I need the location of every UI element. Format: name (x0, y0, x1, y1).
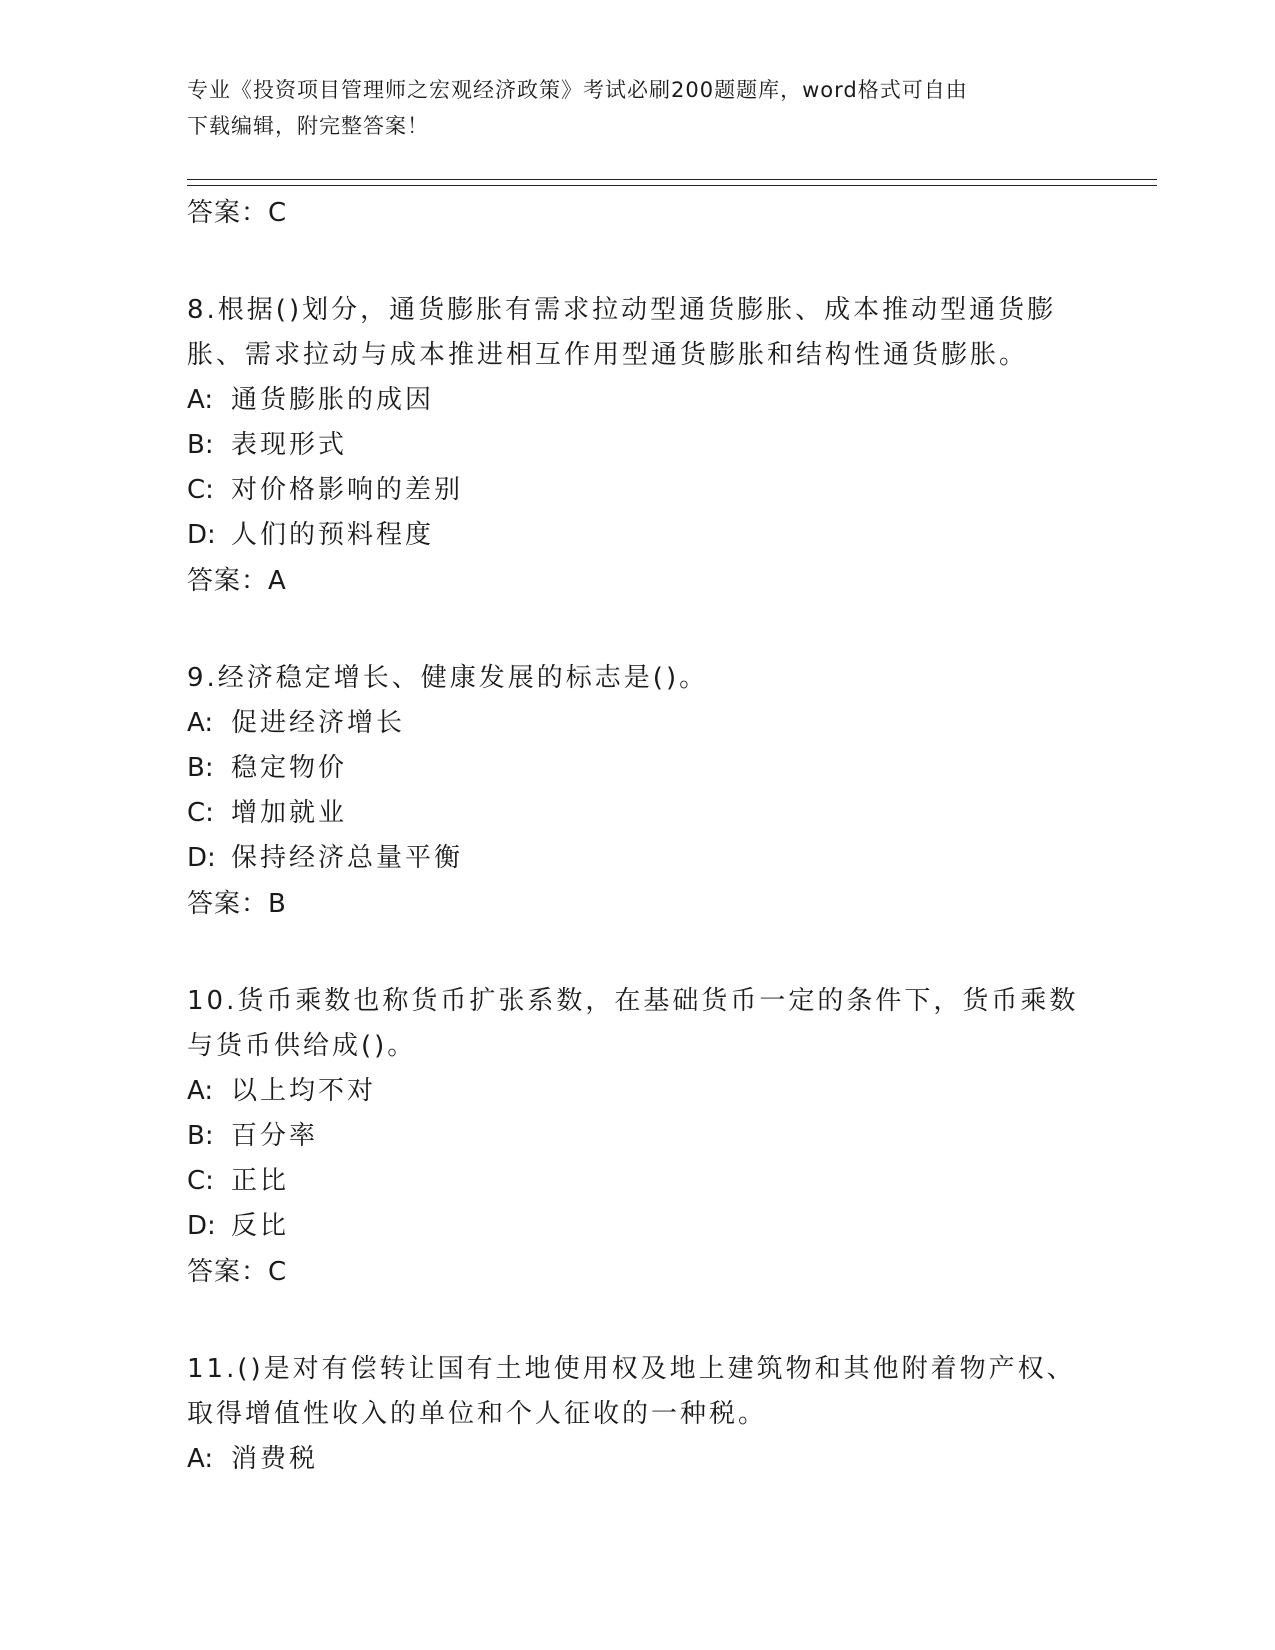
question-text-line: 9.经济稳定增长、健康发展的标志是()。 (187, 663, 709, 693)
option-c (187, 1159, 1087, 1204)
option-d (187, 836, 1087, 881)
option-letter: C: (187, 475, 214, 505)
answer-line: 答案：C (187, 198, 288, 228)
option-letter: C: (187, 1166, 214, 1196)
question-text-line: 胀、需求拉动与成本推进相互作用型通货膨胀和结构性通货膨胀。 (187, 340, 1029, 370)
page-header (187, 72, 1067, 144)
answer-line: 答案：B (187, 889, 287, 919)
option-text: 促进经济增长 (231, 708, 406, 738)
question-11 (187, 1347, 1087, 1482)
question-text (187, 1347, 1087, 1437)
question-list (187, 190, 1087, 1482)
option-letter: A: (187, 1076, 214, 1106)
question-text (187, 288, 1087, 378)
option-c (187, 468, 1087, 513)
option-letter: A: (187, 1444, 214, 1474)
option-text: 正比 (231, 1166, 290, 1196)
option-letter: A: (187, 385, 214, 415)
question-text (187, 979, 1087, 1069)
answer-line: 答案：A (187, 566, 287, 596)
question-text-line: 取得增值性收入的单位和个人征收的一种税。 (187, 1399, 768, 1429)
option-letter: D: (187, 1211, 216, 1241)
question-8 (187, 288, 1087, 604)
question-text-line: 10.货币乘数也称货币扩张系数，在基础货币一定的条件下，货币乘数 (187, 986, 1079, 1016)
option-text: 消费税 (231, 1444, 319, 1474)
option-letter: C: (187, 798, 214, 828)
header-line-1: 专业《投资项目管理师之宏观经济政策》考试必刷200题题库，word格式可自由 (187, 78, 968, 102)
option-text: 反比 (231, 1211, 290, 1241)
option-b (187, 423, 1087, 468)
option-letter: A: (187, 708, 214, 738)
option-d (187, 1204, 1087, 1249)
option-a (187, 378, 1087, 423)
option-letter: D: (187, 520, 216, 550)
option-text: 稳定物价 (231, 753, 348, 783)
option-text: 对价格影响的差别 (231, 475, 464, 505)
option-letter: B: (187, 1121, 214, 1151)
option-b (187, 1114, 1087, 1159)
option-text: 人们的预料程度 (231, 520, 435, 550)
question-text-line: 与货币供给成()。 (187, 1031, 417, 1061)
option-b (187, 746, 1087, 791)
question-9 (187, 656, 1087, 927)
header-rule-bottom (187, 185, 1157, 186)
question-10 (187, 979, 1087, 1295)
header-line-2: 下载编辑，附完整答案！ (187, 114, 429, 138)
option-text: 百分率 (231, 1121, 319, 1151)
option-letter: B: (187, 753, 214, 783)
option-text: 增加就业 (231, 798, 348, 828)
option-text: 以上均不对 (231, 1076, 377, 1106)
question-text-line: 8.根据()划分，通货膨胀有需求拉动型通货膨胀、成本推动型通货膨 (187, 295, 1057, 325)
option-text: 保持经济总量平衡 (231, 843, 464, 873)
question-text (187, 656, 1087, 701)
question-text-line: 11.()是对有偿转让国有土地使用权及地上建筑物和其他附着物产权、 (187, 1354, 1076, 1384)
option-d (187, 513, 1087, 558)
option-text: 通货膨胀的成因 (231, 385, 435, 415)
option-letter: B: (187, 430, 214, 460)
option-text: 表现形式 (231, 430, 348, 460)
option-a (187, 1437, 1087, 1482)
option-c (187, 791, 1087, 836)
option-a (187, 701, 1087, 746)
answer-line: 答案：C (187, 1257, 288, 1287)
header-rule-top (187, 179, 1157, 180)
option-a (187, 1069, 1087, 1114)
option-letter: D: (187, 843, 216, 873)
